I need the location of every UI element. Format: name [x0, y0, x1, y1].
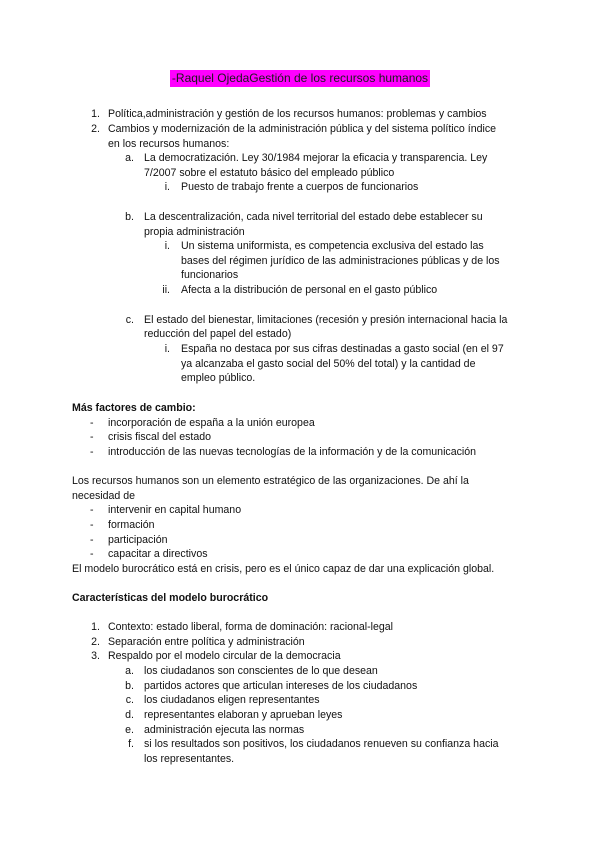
list-marker: b. [125, 211, 134, 223]
list-item: los ciudadanos eligen representantes [144, 694, 320, 706]
list-item: Cambios y modernización de la administración pública y del sistema político índice [108, 123, 497, 135]
list-item-continuation: 7/2007 sobre el estatuto básico del empleado público [144, 167, 395, 179]
list-marker: 1. [91, 108, 100, 120]
list-marker: c. [125, 314, 134, 326]
list-marker: c. [125, 694, 134, 706]
paragraph: Los recursos humanos son un elemento estratégico de las organizaciones. De ahí la [72, 475, 469, 487]
bullet: - [90, 417, 94, 429]
list-item: si los resultados son positivos, los ciudadanos renueven su confianza hacia [144, 738, 499, 750]
paragraph-continuation: necesidad de [72, 490, 136, 502]
list-item-continuation: ya alcanzaba el gasto social del 50% del total) y la cantidad de [181, 358, 476, 370]
list-marker: 2. [91, 636, 100, 648]
list-item: Puesto de trabajo frente a cuerpos de funcionarios [181, 181, 419, 193]
section-heading: Más factores de cambio: [72, 402, 196, 414]
paragraph: El modelo burocrático está en crisis, pero es el único capaz de dar una explicación global. [72, 563, 495, 575]
list-item: crisis fiscal del estado [108, 431, 212, 443]
list-marker: 3. [91, 650, 100, 662]
list-item: España no destaca por sus cifras destinadas a gasto social (en el 97 [181, 343, 504, 355]
list-item: Contexto: estado liberal, forma de dominación: racional-legal [108, 621, 394, 633]
list-marker: 2. [91, 123, 100, 135]
list-item: administración ejecuta las normas [144, 724, 305, 736]
bullet: - [90, 446, 94, 458]
list-item: capacitar a directivos [108, 548, 208, 560]
list-item-continuation: propia administración [144, 226, 245, 238]
bullet: - [90, 504, 94, 516]
list-item-continuation: funcionarios [181, 269, 239, 281]
list-item: incorporación de españa a la unión europea [108, 417, 315, 429]
list-item: introducción de las nuevas tecnologías de la información y de la comunicación [108, 446, 477, 458]
list-item: los ciudadanos son conscientes de lo que desean [144, 665, 378, 677]
list-item: Un sistema uniformista, es competencia exclusiva del estado las [181, 240, 484, 252]
bullet: - [90, 519, 94, 531]
list-marker: ii. [162, 284, 170, 296]
list-marker: a. [125, 152, 134, 164]
document-title: -Raquel OjedaGestión de los recursos humanos [171, 71, 429, 85]
list-item: formación [108, 519, 155, 531]
list-marker: b. [125, 680, 134, 692]
list-item-continuation: bases del régimen jurídico de las administraciones públicas y de los [181, 255, 500, 267]
bullet: - [90, 431, 94, 443]
list-item: partidos actores que articulan intereses de los ciudadanos [144, 680, 418, 692]
list-marker: a. [125, 665, 134, 677]
bullet: - [90, 548, 94, 560]
list-item: Respaldo por el modelo circular de la democracia [108, 650, 341, 662]
list-item: Afecta a la distribución de personal en el gasto público [181, 284, 438, 296]
bullet: - [90, 534, 94, 546]
list-item: La descentralización, cada nivel territorial del estado debe establecer su [144, 211, 483, 223]
section-heading: Características del modelo burocrático [72, 592, 269, 604]
list-marker: i. [164, 240, 170, 252]
list-marker: d. [125, 709, 134, 721]
title-bar [0, 70, 600, 87]
list-marker: i. [164, 343, 170, 355]
list-item-continuation: empleo público. [181, 372, 256, 384]
list-item: El estado del bienestar, limitaciones (recesión y presión internacional hacia la [144, 314, 508, 326]
list-marker: 1. [91, 621, 100, 633]
list-item: representantes elaboran y aprueban leyes [144, 709, 343, 721]
list-item: Política,administración y gestión de los recursos humanos: problemas y cambios [108, 108, 487, 120]
list-item-continuation: reducción del papel del estado) [144, 328, 292, 340]
list-item: Separación entre política y administración [108, 636, 305, 648]
list-marker: f. [128, 738, 134, 750]
list-marker: i. [164, 181, 170, 193]
list-item: intervenir en capital humano [108, 504, 242, 516]
list-item: participación [108, 534, 168, 546]
list-item-continuation: los representantes. [144, 753, 235, 765]
list-marker: e. [125, 724, 134, 736]
list-item-continuation: en los recursos humanos: [108, 138, 230, 150]
list-item: La democratización. Ley 30/1984 mejorar la eficacia y transparencia. Ley [144, 152, 488, 164]
